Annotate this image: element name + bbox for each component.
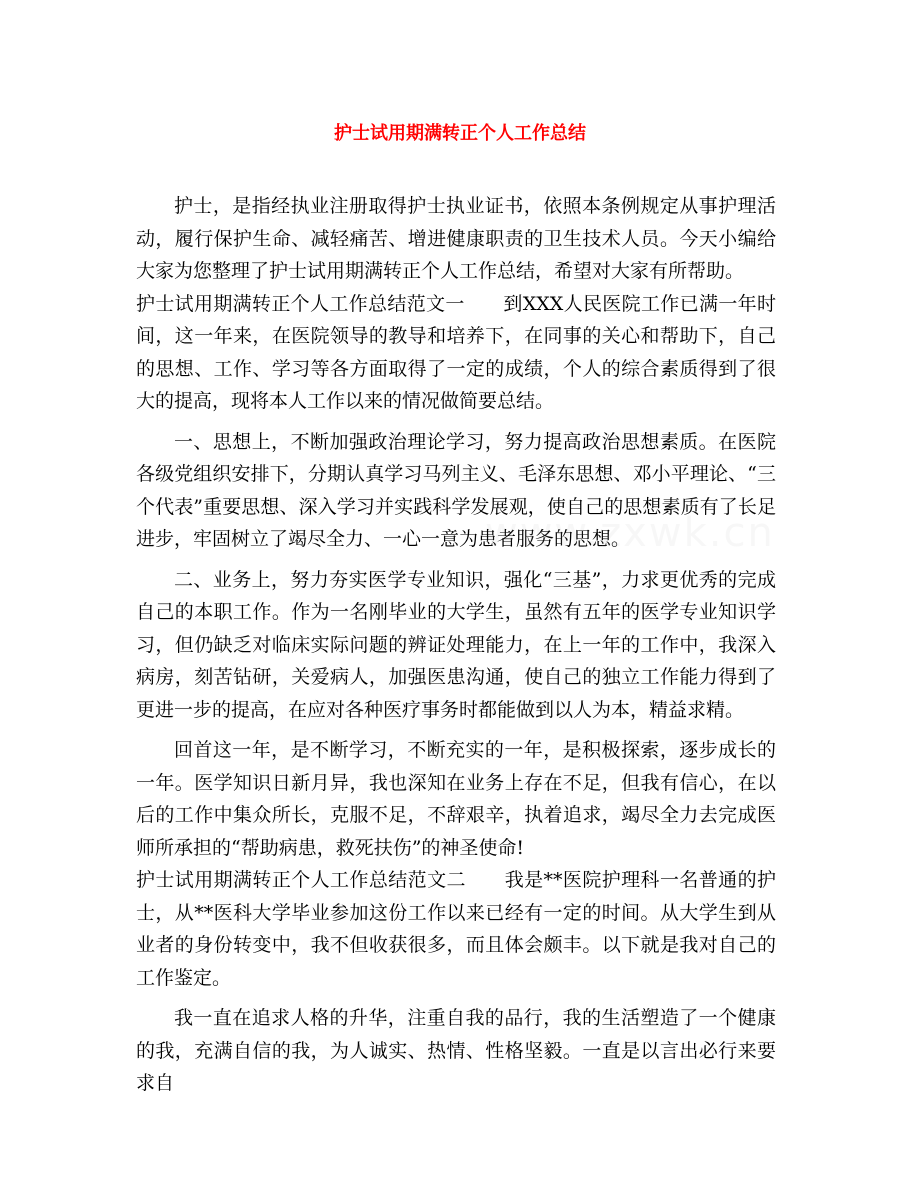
paragraph-intro: 护士，是指经执业注册取得护士执业证书，依照本条例规定从事护理活动，履行保护生命、减轻痛苦、增进健康职责的卫生技术人员。今天小编给大家为您整理了护士试用期满转正个人工作总结，希望对大家有所帮助。 — [136, 195, 776, 282]
paragraph-ideology: 一、思想上，不断加强政治理论学习，努力提高政治思想素质。在医院各级党组织安排下，分期认真学习马列主义、毛泽东思想、邓小平理论、“三个代表”重要思想、深入学习并实践科学发展观，使自己的思想素质有了长足进步，牢固树立了竭尽全力、一心一意为患者服务的思想。 — [136, 430, 776, 550]
document-body — [136, 190, 776, 1100]
paragraph-sample-two: 护士试用期满转正个人工作总结范文二 我是**医院护理科一名普通的护士，从**医科大学毕业参加这份工作以来已经有一定的时间。从大学生到从业者的身份转变中，我不但收获很多，而且体会颇丰。以下就是我对自己的工作鉴定。 — [136, 869, 776, 989]
paragraph-character: 我一直在追求人格的升华，注重自我的品行，我的生活塑造了一个健康的我，充满自信的我，为人诚实、热情、性格坚毅。一直是以言出必行来要求自 — [136, 1007, 776, 1094]
document-title: 护士试用期满转正个人工作总结 — [334, 123, 586, 144]
paragraph-sample-one: 护士试用期满转正个人工作总结范文一 到XXX人民医院工作已满一年时间，这一年来，在医院领导的教导和培养下，在同事的关心和帮助下，自己的思想、工作、学习等各方面取得了一定的成绩，个人的综合素质得到了很大的提高，现将本人工作以来的情况做简要总结。 — [136, 292, 776, 412]
paragraph-review: 回首这一年，是不断学习，不断充实的一年，是积极探索，逐步成长的一年。医学知识日新月异，我也深知在业务上存在不足，但我有信心，在以后的工作中集众所长，克服不足，不辞艰辛，执着追求，竭尽全力去完成医师所承担的“帮助病患，救死扶伤”的神圣使命! — [136, 739, 776, 859]
watermark: www.zxwk.cn — [485, 510, 775, 556]
paragraph-business: 二、业务上，努力夯实医学专业知识，强化“三基”，力求更优秀的完成自己的本职工作。作为一名刚毕业的大学生，虽然有五年的医学专业知识学习，但仍缺乏对临床实际问题的辨证处理能力，在上一年的工作中，我深入病房，刻苦钻研，关爱病人，加强医患沟通，使自己的独立工作能力得到了更进一步的提高，在应对各种医疗事务时都能做到以人为本，精益求精。 — [136, 568, 776, 721]
